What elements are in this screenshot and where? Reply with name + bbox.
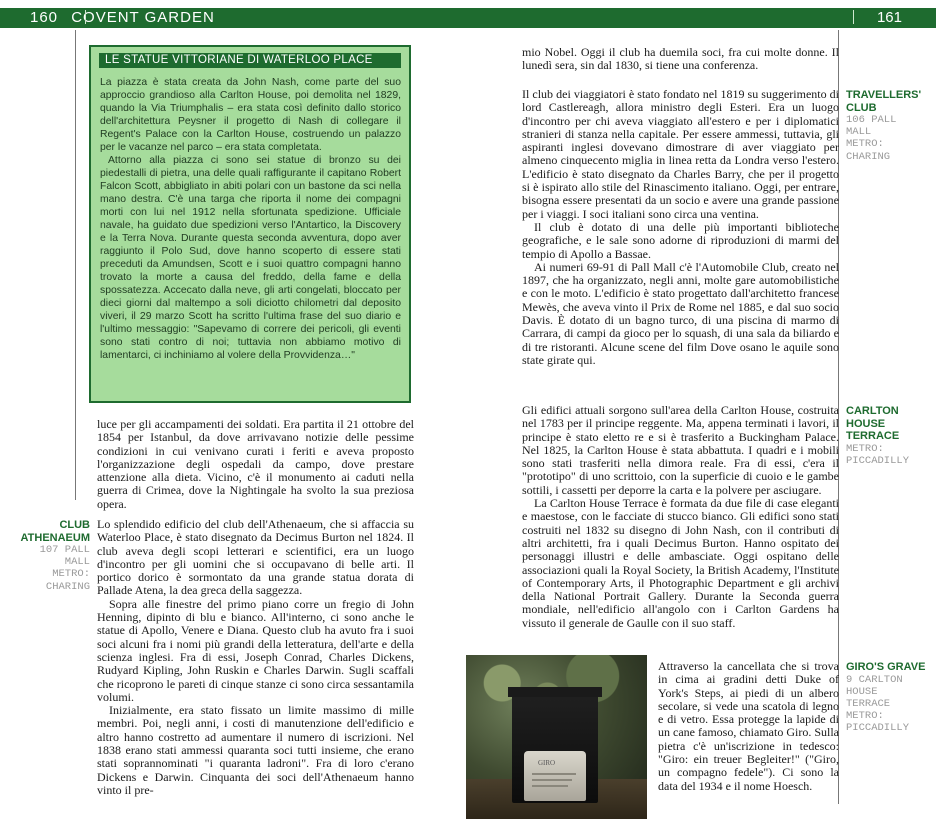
section-title: COVENT GARDEN — [71, 9, 215, 26]
sidenote-title: GIRO'S GRAVE — [846, 661, 926, 673]
feature-paragraph: La piazza è stata creata da John Nash, come parte del suo approccio grandioso alla Carlton House, poi demolita nel 1829, quando la Via Triumphalis – era stata così definito dallo storico dell'architettura Peysner il progetto di Nash di collegare il Regent's Palace con la Carlton House, costruendo un palazzo per le vacanze nel parco – era stata completata. — [100, 77, 401, 153]
sidenote-metro: METRO: — [846, 138, 884, 151]
left-margin-rule — [75, 30, 76, 500]
inscription-line — [532, 773, 576, 775]
sidenote-metro: CHARING — [45, 580, 90, 593]
headstone-inscription: GIRO — [538, 759, 556, 767]
body-paragraph: La Carlton House Terrace è formata da due file di case eleganti e maestose, con le facciate di stucco bianco. Gli edifici sono stati costruiti nel 1832 su disegno di John Nash, con il contributi di altri architetti, fra i quali Decimus Burton. Hanno ospitato dei personaggi illustri e delle ambasciate. Oggi ospitano delle associazioni quali la Royal Society, la British Academy, l'Institute of Contemporary Arts, il Photographic Department e gli archivi della National Portrait Gallery. Durante la Seconda guerra mondiale, nell'edificio all'angolo con i Carlton Gardens ha vissuto il generale de Gaulle con il suo staff. — [522, 496, 839, 630]
feature-box — [89, 45, 411, 403]
feature-box-title: LE STATUE VITTORIANE DI WATERLOO PLACE — [99, 53, 401, 68]
left-column-top — [97, 418, 414, 511]
body-paragraph: Il club dei viaggiatori è stato fondato nel 1819 su suggerimento di lord Castlereagh, allora ministro degli Esteri. Era un luogo d'incontro per chi aveva viaggiato all'estero e per i diplomatici stranieri di stanza nella capitale. Per essere ammessi, tuttavia, gli aspiranti inglesi dovevano dimostrare di aver viaggiato per almeno cinquecento miglia in linea retta da Londra verso l'estero. L'edificio è stato disegnato da Charles Barry, che per il progetto si è ispirato allo stile del Rinascimento italiano. Oggi, per entrare, bisogna essere presentati da un socio e avere una grande passione per i viaggi. I soci italiani sono circa una ventina. — [522, 87, 839, 221]
sidenote-title: CLUB — [59, 519, 90, 531]
sidenote-metro: CHARING — [846, 150, 891, 163]
left-column-athenaeum — [97, 518, 414, 797]
page-header — [0, 8, 936, 28]
page-number-right: 161 — [876, 9, 902, 26]
body-paragraph: Inizialmente, era stato fissato un limite massimo di mille membri. Poi, negli anni, i costi di manutenzione dell'edificio e altro hanno costretto ad aumentare il numero di iscrizioni. Nel 1838 erano stati ammessi quaranta soci tutti insieme, che erano stati soprannominati "i quaranta ladroni". Fra di loro c'erano Dickens e Darwin. Cinquanta dei soci dell'Athenaeum hanno vinto il pre- — [97, 703, 414, 797]
inscription-line — [532, 779, 572, 781]
sidenote-address: TERRACE — [846, 697, 891, 710]
header-left — [30, 8, 215, 28]
body-paragraph: luce per gli accampamenti dei soldati. Era partita il 21 ottobre del 1854 per Istanbul, da dove arrivavano notizie delle pessime condizioni in cui venivano curati i feriti e aveva proposto l'organizzazione degli ospedali da campo, dove prestare attenzione alla dieta. Vicino, c'è il monumento ai caduti nella guerra di Crimea, dove la Nightingale ha svolto la sua preziosa opera. — [97, 417, 414, 511]
sidenote-metro: METRO: — [846, 710, 884, 723]
page-tick-left — [85, 10, 86, 24]
sidenote-title: TRAVELLERS' — [846, 89, 922, 101]
giro-grave-photo — [466, 655, 647, 819]
body-paragraph: Il club è dotato di una delle più importanti biblioteche geografiche, e le sale sono adorne di riproduzioni di marmi del tempio di Apollo a Bassae. — [522, 219, 839, 261]
right-column-carlton — [522, 404, 839, 630]
body-paragraph: mio Nobel. Oggi il club ha duemila soci, fra cui molte donne. Il lunedì sera, sin dal 1830, si tiene una conferenza. — [522, 45, 839, 73]
body-paragraph: Ai numeri 69-91 di Pall Mall c'è l'Automobile Club, creato nel 1897, che ha organizzato, negli anni, molte gare automobilistiche e con le moto. L'edificio è stato progettato dall'architetto francese Mewès, che aveva vinto il Prix de Rome nel 1885, e dal suo socio Davis. È dotato di un bagno turco, di una piscina di marmo di Carrara, di campi da gioco per lo squash, di una sala da biliardo e di tre ristoranti. Alcune scene del film Dove osano le aquile sono state girate qui. — [522, 259, 839, 367]
sidenote-carlton — [846, 405, 934, 467]
sidenote-metro: METRO: — [846, 442, 884, 455]
body-paragraph: Sopra alle finestre del primo piano corre un fregio di John Henning, dipinto di blu e bianco. All'interno, ci sono anche le statue di Apollo, Venere e Diana. Questo club ha avuto fra i suoi soci alcuni fra i nomi più grandi della letteratura, dell'arte e della scienza inglesi. Fra di essi, Joseph Conrad, Charles Dickens, Rudyard Kipling, John Ruskin e Charles Darwin. Sugli scaffali che ricoprono le pareti di cinque stanze ci sono circa sessantamila volumi. — [97, 596, 414, 704]
sidenote-metro: PICCADILLY — [846, 722, 910, 735]
page-tick-right — [853, 10, 854, 24]
right-column-top — [522, 46, 839, 73]
body-paragraph: Lo splendido edificio del club dell'Athenaeum, che si affaccia su Waterloo Place, è stato disegnato da Decimus Burton nel 1824. Il club aveva degli scopi letterari e scientifici, era un luogo d'incontro per gli uomini che si occupavano di belle arti. Il portico dorico è sormontato da una grande statua dorata di Pallade Atena, la dea greca della saggezza. — [97, 517, 414, 598]
sidenote-title: TERRACE — [846, 430, 900, 442]
sidenote-address: 106 PALL — [846, 114, 897, 126]
sidenote-giro — [846, 661, 934, 735]
feature-box-text — [100, 76, 401, 362]
glass-case-top — [508, 687, 602, 697]
body-paragraph: Attraverso la cancellata che si trova in cima ai gradini detti Duke of York's Steps, ai piedi di un albero secolare, si vede una scatola di legno e di vetro. Essa protegge la lapide di un cane famoso, chiamato Giro. Sulla pietra c'è un'iscrizione in tedesco: "Giro: ein treuer Begleiter!" ("Giro, un compagno fedele"). Ci sono la data del 1934 e il nome Hoesch. — [658, 659, 839, 793]
sidenote-address: HOUSE — [846, 685, 878, 698]
body-paragraph: Gli edifici attuali sorgono sull'area della Carlton House, costruita nel 1783 per il principe reggente. Ma, appena terminati i lavori, il principe è stato eletto re e si è trasferito a Buckingham Palace. Nel 1825, la Carlton House è stata abbattuta. I quadri e i mobili sono stati trasferiti nella dimora reale. Fra di essi, c'era il "prototipo" di uno scrittoio, con la superficie di cuoio e le gambe sottili, i cassetti per deporre la carta e la polvere per asciugare. — [522, 403, 839, 497]
sidenote-address: 9 CARLTON — [846, 673, 903, 686]
sidenote-address: MALL — [846, 126, 872, 139]
sidenote-metro: METRO: — [52, 568, 90, 581]
sidenote-address: 107 PALL — [39, 544, 90, 556]
sidenote-title: CARLTON HOUSE — [846, 405, 899, 430]
right-column-travellers — [522, 88, 839, 367]
sidenote-travellers — [846, 89, 934, 163]
page-number-left: 160 — [30, 9, 59, 26]
sidenote-metro: PICCADILLY — [846, 454, 910, 467]
sidenote-title: CLUB — [846, 101, 877, 114]
sidenote-athenaeum — [20, 519, 90, 593]
sidenote-title: ATHENAEUM — [20, 531, 90, 544]
right-column-giro — [658, 660, 839, 793]
sidenote-address: MALL — [64, 556, 90, 569]
inscription-line — [532, 785, 568, 787]
feature-paragraph: Attorno alla piazza ci sono sei statue di bronzo su dei piedestalli di pietra, una delle quali raffigurante il capitano Robert Falcon Scott, abbigliato in abiti polari con un bastone da sci nella mano destra. C'è una targa che riporta il nome dei compagni morti con lui nel 1912 nella sfortunata spedizione. Ufficiale navale, ha guidato due spedizioni verso l'Antartico, la Discovery e la Terra Nova. Durante questa seconda avventura, dopo aver raggiunto il Polo Sud, dove hanno scoperto di essere stati preceduti da Amundsen, Scott e i suoi quattro compagni hanno trovato la morte a causa del freddo, della fame e della spossatezza. Accecato dalla neve, gli arti congelati, bloccato per dieci giorni dal maltempo a soli diciotto chilometri dal deposito viveri, il 29 marzo Scott ha scritto l'ultima frase del suo diario e l'ultimo messaggio: "Sapevamo di correre dei pericoli, gli eventi sono stati contro di noi; tuttavia non abbiamo motivo di lamentarci, ci inchiniamo al volere della Provvidenza…" — [100, 155, 401, 361]
